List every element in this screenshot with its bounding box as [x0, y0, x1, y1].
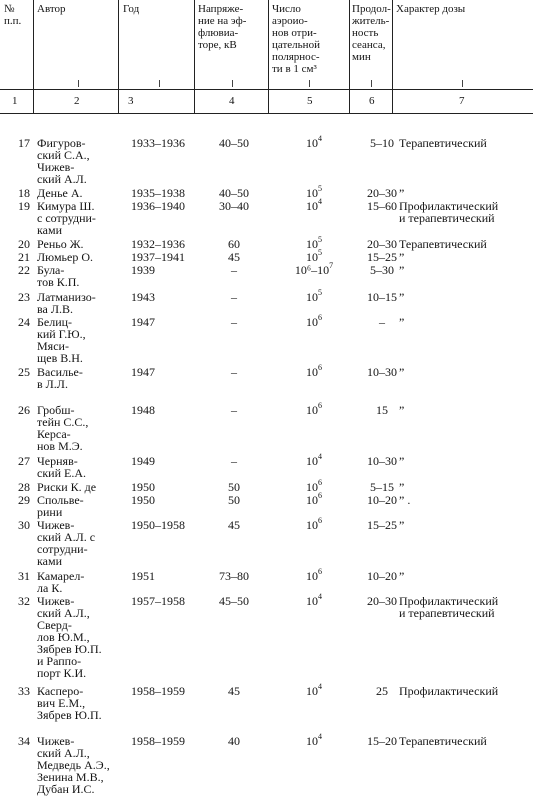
row-duration: 5–15	[370, 480, 394, 494]
row-ion-count: $10^5$	[306, 288, 322, 304]
ion-exponent: 6	[318, 491, 322, 500]
row-voltage: –	[231, 315, 237, 329]
row-number: 31	[18, 569, 30, 583]
row-number: 32	[18, 594, 30, 608]
row-year: 1933–1936	[131, 136, 185, 150]
header-year: Год	[123, 3, 140, 15]
row-number: 22	[18, 263, 30, 277]
column-number: 2	[74, 95, 80, 107]
row-voltage: –	[231, 454, 237, 468]
row-duration: 15	[376, 403, 388, 417]
row-number: 23	[18, 290, 30, 304]
row-author: Латманизо- ва Л.В.	[37, 290, 96, 316]
row-dose-character: ”	[399, 518, 405, 532]
row-author: Кимура Ш. с сотрудни- ками	[37, 199, 96, 237]
row-duration: 5–30	[370, 263, 394, 277]
row-ion-count: $10^6$	[306, 516, 322, 532]
row-voltage: 60	[228, 237, 240, 251]
row-author: Гробш- тейн С.С., Керса- нов М.Э.	[37, 403, 89, 453]
row-author: Василье- в Л.Л.	[37, 365, 83, 391]
row-voltage: 45	[228, 250, 240, 264]
header-rule	[0, 89, 533, 90]
row-duration: 15–25	[367, 518, 397, 532]
column-rule	[349, 0, 350, 113]
row-duration: 10–20	[367, 569, 397, 583]
row-year: 1937–1941	[131, 250, 185, 264]
row-author: Риски К. де	[37, 480, 97, 494]
row-number: 27	[18, 454, 30, 468]
header-character: Характер дозы	[396, 3, 466, 15]
row-number: 25	[18, 365, 30, 379]
column-rule	[33, 0, 34, 113]
column-rule	[194, 0, 195, 113]
row-dose-character: Терапевтический	[399, 734, 487, 748]
ion-exponent: 7	[329, 261, 334, 270]
column-rule	[268, 0, 269, 113]
column-number: 3	[128, 95, 134, 107]
guide-mark	[159, 80, 160, 87]
row-ion-count: $10^5$	[306, 235, 322, 251]
row-voltage: –	[231, 365, 237, 379]
row-ion-count: $10^5$	[306, 248, 322, 264]
row-dose-character: Терапевтический	[399, 237, 487, 251]
row-dose-character: ”	[399, 250, 405, 264]
column-number: 1	[12, 95, 18, 107]
row-dose-character: Профилактический и терапевтический	[399, 594, 499, 620]
row-duration: 20–30	[367, 594, 397, 608]
row-voltage: 40–50	[219, 186, 249, 200]
row-voltage: –	[231, 403, 237, 417]
row-author: Чижев- ский А.Л., Сверд- лов Ю.М., Зябрев Ю.П. и Раппо- порт К.И.	[37, 594, 102, 680]
row-dose-character: ”	[399, 290, 405, 304]
row-duration: –	[379, 315, 385, 329]
row-year: 1950	[131, 480, 155, 494]
row-year: 1943	[131, 290, 155, 304]
ion-exponent: 4	[318, 197, 322, 206]
ion-exponent: 6	[318, 516, 322, 525]
row-ion-count: $10^6$	[306, 478, 322, 494]
row-year: 1932–1936	[131, 237, 185, 251]
row-dose-character: ”	[399, 403, 405, 417]
row-dose-character: ”	[399, 454, 405, 468]
guide-mark	[232, 80, 233, 87]
row-author: Черняв- ский Е.А.	[37, 454, 86, 480]
row-voltage: 30–40	[219, 199, 249, 213]
row-author: Деньe А.	[37, 186, 83, 200]
row-number: 24	[18, 315, 30, 329]
row-number: 34	[18, 734, 30, 748]
row-year: 1950–1958	[131, 518, 185, 532]
row-author: Чижев- ский А.Л. с сотрудни- ками	[37, 518, 96, 568]
row-voltage: 50	[228, 480, 240, 494]
column-number: 5	[307, 95, 313, 107]
row-duration: 20–30	[367, 237, 397, 251]
row-ion-count: $10^6$	[306, 491, 322, 507]
row-year: 1958–1959	[131, 684, 185, 698]
row-voltage: 50	[228, 493, 240, 507]
column-number-rule	[0, 113, 533, 114]
column-rule	[392, 0, 393, 113]
row-ion-count: $10^6$	[306, 363, 322, 379]
row-author: Люмьер О.	[37, 250, 94, 264]
row-ion-count: $10^5$	[306, 184, 322, 200]
row-dose-character: ”	[399, 263, 405, 277]
guide-mark	[78, 80, 79, 87]
row-ion-count: $10^4$	[306, 452, 322, 468]
header-author: Автор	[37, 3, 66, 15]
ion-exponent: 4	[318, 682, 322, 691]
row-ion-count: $10^6$	[306, 313, 322, 329]
row-number: 20	[18, 237, 30, 251]
row-duration: 15–25	[367, 250, 397, 264]
row-duration: 5–10	[370, 136, 394, 150]
row-number: 26	[18, 403, 30, 417]
row-duration: 10–20	[367, 493, 397, 507]
header-num: № п.п.	[4, 3, 22, 27]
row-ion-count: $10^6$	[306, 567, 322, 583]
row-number: 29	[18, 493, 30, 507]
row-dose-character: ”	[399, 186, 405, 200]
row-dose-character: Терапевтический	[399, 136, 487, 150]
row-author: Камарел- ла К.	[37, 569, 85, 595]
row-duration: 25	[376, 684, 388, 698]
row-number: 33	[18, 684, 30, 698]
column-rule	[118, 0, 119, 113]
header-ions: Число аэроио- нов отри- цательной полярнос- ти в 1 см³	[272, 3, 320, 75]
row-dose-character: ”	[399, 569, 405, 583]
row-author: Чижев- ский А.Л., Медведь А.Э., Зенина М.В., Дубан И.С.	[37, 734, 110, 796]
row-year: 1947	[131, 365, 155, 379]
row-duration: 15–20	[367, 734, 397, 748]
row-year: 1939	[131, 263, 155, 277]
row-ion-count: $10^6-10^7$	[294, 261, 334, 277]
row-dose-character: ”	[399, 315, 405, 329]
row-author: Касперо- вич Е.М., Зябрев Ю.П.	[37, 684, 102, 722]
row-number: 17	[18, 136, 30, 150]
row-year: 1957–1958	[131, 594, 185, 608]
row-author: Реньо Ж.	[37, 237, 84, 251]
header-duration: Продол- житель- ность сеанса, мин	[352, 3, 391, 63]
row-duration: 20–30	[367, 186, 397, 200]
row-ion-count: $10^6$	[306, 401, 322, 417]
guide-mark	[309, 80, 310, 87]
row-dose-character: Профилактический	[399, 684, 499, 698]
ion-exponent: 5	[318, 235, 322, 244]
row-number: 18	[18, 186, 30, 200]
ion-exponent: 6	[318, 567, 322, 576]
row-year: 1935–1938	[131, 186, 185, 200]
guide-mark	[462, 80, 463, 87]
row-year: 1951	[131, 569, 155, 583]
ion-exponent: 6	[318, 313, 322, 322]
column-number: 7	[459, 95, 465, 107]
row-voltage: –	[231, 290, 237, 304]
row-number: 30	[18, 518, 30, 532]
row-ion-count: $10^4$	[306, 682, 322, 698]
row-number: 19	[18, 199, 30, 213]
row-voltage: 45	[228, 518, 240, 532]
row-voltage: 73–80	[219, 569, 249, 583]
row-ion-count: $10^4$	[306, 732, 322, 748]
ion-exponent: 5	[318, 288, 322, 297]
row-ion-count: $10^4$	[306, 134, 322, 150]
row-year: 1936–1940	[131, 199, 185, 213]
ion-exponent: 6	[318, 478, 322, 487]
guide-mark	[371, 80, 372, 87]
row-duration: 10–15	[367, 290, 397, 304]
row-dose-character: ”	[399, 365, 405, 379]
ion-exponent: 6	[318, 401, 322, 410]
row-voltage: 40–50	[219, 136, 249, 150]
row-duration: 10–30	[367, 365, 397, 379]
row-year: 1958–1959	[131, 734, 185, 748]
ion-exponent: 4	[318, 592, 322, 601]
ion-exponent: 5	[318, 248, 322, 257]
ion-exponent: 4	[318, 452, 322, 461]
row-year: 1949	[131, 454, 155, 468]
ion-exponent: 4	[318, 732, 322, 741]
column-number: 6	[369, 95, 375, 107]
row-number: 28	[18, 480, 30, 494]
row-author: Фигуров- ский С.А., Чижев- ский А.Л.	[37, 136, 90, 186]
row-dose-character: ”	[399, 480, 405, 494]
row-dose-character: ” .	[399, 493, 411, 507]
row-year: 1948	[131, 403, 155, 417]
row-year: 1950	[131, 493, 155, 507]
row-dose-character: Профилактический и терапевтический	[399, 199, 499, 225]
column-number: 4	[229, 95, 235, 107]
row-voltage: –	[231, 263, 237, 277]
row-author: Спольве- рини	[37, 493, 84, 519]
row-ion-count: $10^4$	[306, 592, 322, 608]
ion-exponent: 5	[318, 184, 322, 193]
row-duration: 15–60	[367, 199, 397, 213]
row-voltage: 40	[228, 734, 240, 748]
row-number: 21	[18, 250, 30, 264]
row-voltage: 45–50	[219, 594, 249, 608]
row-author: Белиц- кий Г.Ю., Мяси- щев В.Н.	[37, 315, 86, 365]
row-ion-count: $10^4$	[306, 197, 322, 213]
row-voltage: 45	[228, 684, 240, 698]
row-duration: 10–30	[367, 454, 397, 468]
header-voltage: Напряже- ние на эф- флювиа- торе, кВ	[198, 3, 247, 51]
ion-exponent: 6	[318, 363, 322, 372]
row-year: 1947	[131, 315, 155, 329]
ion-exponent: 4	[318, 134, 322, 143]
row-author: Була- тов К.П.	[37, 263, 80, 289]
